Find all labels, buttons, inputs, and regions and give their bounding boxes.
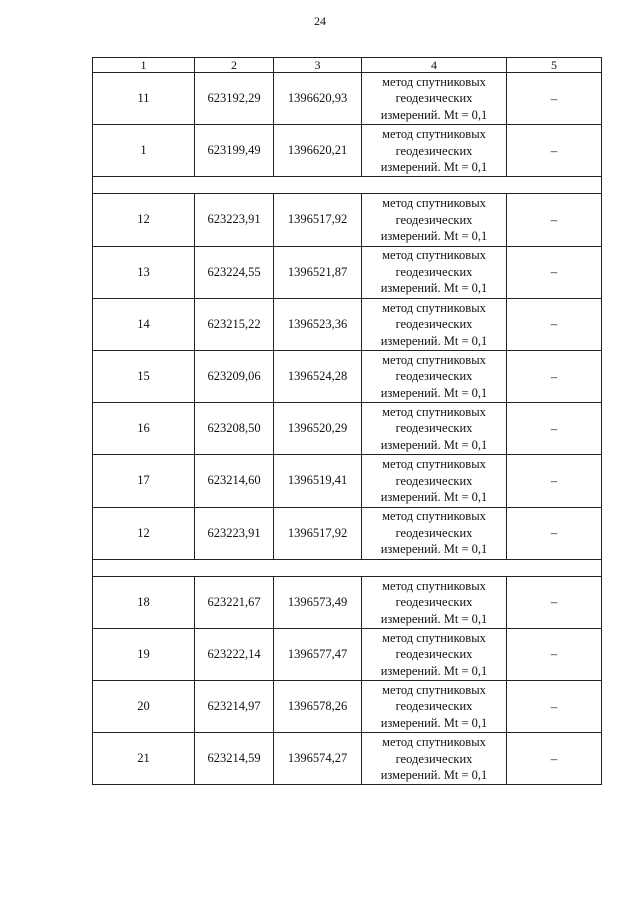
- method-line: метод спутниковых: [382, 196, 486, 211]
- note-cell: –: [507, 507, 602, 559]
- note-cell: –: [507, 403, 602, 455]
- header-col-2: 2: [195, 58, 274, 73]
- method-line: измерений. Mt = 0,1: [380, 490, 488, 505]
- method-line: метод спутниковых: [382, 248, 486, 263]
- table-row: [93, 576, 602, 628]
- table-row: [93, 246, 602, 298]
- method-line: метод спутниковых: [382, 127, 486, 142]
- coordinate-x-cell: 623221,67: [195, 576, 274, 628]
- coordinate-x-cell: 623208,50: [195, 403, 274, 455]
- table-row: [93, 194, 602, 246]
- coordinate-y-cell: 1396517,92: [274, 507, 362, 559]
- point-number-cell: 12: [93, 507, 195, 559]
- coordinate-x-cell: 623222,14: [195, 628, 274, 680]
- coordinate-y-cell: 1396578,26: [274, 681, 362, 733]
- note-cell: –: [507, 733, 602, 785]
- group-separator-row: [93, 177, 602, 194]
- header-col-5: 5: [507, 58, 602, 73]
- point-number-cell: 1: [93, 125, 195, 177]
- method-line: измерений. Mt = 0,1: [380, 281, 488, 296]
- note-cell: –: [507, 73, 602, 125]
- method-line: геодезических: [395, 421, 473, 436]
- note-cell: –: [507, 125, 602, 177]
- coordinate-x-cell: 623199,49: [195, 125, 274, 177]
- coordinate-x-cell: 623224,55: [195, 246, 274, 298]
- coordinate-y-cell: 1396577,47: [274, 628, 362, 680]
- group-separator-cell: [93, 559, 602, 576]
- coordinate-y-cell: 1396517,92: [274, 194, 362, 246]
- method-line: геодезических: [395, 264, 473, 279]
- table-row: [93, 73, 602, 125]
- coordinate-x-cell: 623215,22: [195, 298, 274, 350]
- method-cell: [362, 733, 507, 785]
- method-line: геодезических: [395, 369, 473, 384]
- method-line: метод спутниковых: [382, 404, 486, 419]
- coordinate-x-cell: 623209,06: [195, 350, 274, 402]
- point-number-cell: 14: [93, 298, 195, 350]
- table-row: [93, 628, 602, 680]
- method-cell: [362, 403, 507, 455]
- coordinate-y-cell: 1396519,41: [274, 455, 362, 507]
- method-line: геодезических: [395, 473, 473, 488]
- coordinate-y-cell: 1396520,29: [274, 403, 362, 455]
- point-number-cell: 11: [93, 73, 195, 125]
- method-line: измерений. Mt = 0,1: [380, 768, 488, 783]
- method-line: измерений. Mt = 0,1: [380, 385, 488, 400]
- coordinate-y-cell: 1396523,36: [274, 298, 362, 350]
- table-row: [93, 125, 602, 177]
- coordinate-x-cell: 623214,97: [195, 681, 274, 733]
- method-cell: [362, 350, 507, 402]
- coordinate-y-cell: 1396574,27: [274, 733, 362, 785]
- point-number-cell: 15: [93, 350, 195, 402]
- coordinate-y-cell: 1396620,21: [274, 125, 362, 177]
- point-number-cell: 17: [93, 455, 195, 507]
- coordinate-x-cell: 623214,59: [195, 733, 274, 785]
- group-separator-row: [93, 559, 602, 576]
- header-col-1: 1: [93, 58, 195, 73]
- method-cell: [362, 298, 507, 350]
- method-line: геодезических: [395, 751, 473, 766]
- method-line: измерений. Mt = 0,1: [380, 437, 488, 452]
- point-number-cell: 13: [93, 246, 195, 298]
- note-cell: –: [507, 194, 602, 246]
- method-cell: [362, 125, 507, 177]
- note-cell: –: [507, 455, 602, 507]
- method-line: измерений. Mt = 0,1: [380, 611, 488, 626]
- method-line: геодезических: [395, 91, 473, 106]
- table-row: [93, 403, 602, 455]
- coordinate-y-cell: 1396521,87: [274, 246, 362, 298]
- method-cell: [362, 194, 507, 246]
- method-line: метод спутниковых: [382, 300, 486, 315]
- header-col-4: 4: [362, 58, 507, 73]
- table-row: [93, 681, 602, 733]
- method-cell: [362, 628, 507, 680]
- page-number: 24: [314, 14, 326, 28]
- method-line: геодезических: [395, 212, 473, 227]
- coordinate-y-cell: 1396524,28: [274, 350, 362, 402]
- method-line: измерений. Mt = 0,1: [380, 107, 488, 122]
- note-cell: –: [507, 246, 602, 298]
- method-line: геодезических: [395, 525, 473, 540]
- method-cell: [362, 246, 507, 298]
- note-cell: –: [507, 350, 602, 402]
- coordinate-x-cell: 623214,60: [195, 455, 274, 507]
- method-line: измерений. Mt = 0,1: [380, 160, 488, 175]
- method-cell: [362, 576, 507, 628]
- method-line: метод спутниковых: [382, 630, 486, 645]
- method-line: метод спутниковых: [382, 457, 486, 472]
- method-line: геодезических: [395, 595, 473, 610]
- table-row: [93, 350, 602, 402]
- coordinate-x-cell: 623223,91: [195, 194, 274, 246]
- note-cell: –: [507, 298, 602, 350]
- table-row: [93, 298, 602, 350]
- method-line: измерений. Mt = 0,1: [380, 663, 488, 678]
- method-cell: [362, 681, 507, 733]
- method-cell: [362, 507, 507, 559]
- table-row: [93, 507, 602, 559]
- coordinate-y-cell: 1396573,49: [274, 576, 362, 628]
- method-line: измерений. Mt = 0,1: [380, 715, 488, 730]
- coordinate-x-cell: 623192,29: [195, 73, 274, 125]
- table-body: [93, 73, 602, 785]
- point-number-cell: 12: [93, 194, 195, 246]
- method-line: измерений. Mt = 0,1: [380, 229, 488, 244]
- note-cell: –: [507, 681, 602, 733]
- method-line: метод спутниковых: [382, 352, 486, 367]
- method-line: измерений. Mt = 0,1: [380, 542, 488, 557]
- group-separator-cell: [93, 177, 602, 194]
- method-line: геодезических: [395, 143, 473, 158]
- point-number-cell: 20: [93, 681, 195, 733]
- method-line: метод спутниковых: [382, 735, 486, 750]
- note-cell: –: [507, 628, 602, 680]
- method-line: метод спутниковых: [382, 682, 486, 697]
- point-number-cell: 18: [93, 576, 195, 628]
- method-cell: [362, 73, 507, 125]
- method-line: геодезических: [395, 317, 473, 332]
- point-number-cell: 16: [93, 403, 195, 455]
- method-cell: [362, 455, 507, 507]
- table-row: [93, 733, 602, 785]
- method-line: геодезических: [395, 647, 473, 662]
- table-row: [93, 455, 602, 507]
- coordinate-y-cell: 1396620,93: [274, 73, 362, 125]
- coordinate-x-cell: 623223,91: [195, 507, 274, 559]
- method-line: метод спутниковых: [382, 74, 486, 89]
- method-line: метод спутниковых: [382, 578, 486, 593]
- method-line: измерений. Mt = 0,1: [380, 333, 488, 348]
- table-header-row: [93, 58, 602, 73]
- method-line: метод спутниковых: [382, 509, 486, 524]
- note-cell: –: [507, 576, 602, 628]
- coordinates-table: [92, 57, 602, 785]
- header-col-3: 3: [274, 58, 362, 73]
- method-line: геодезических: [395, 699, 473, 714]
- point-number-cell: 21: [93, 733, 195, 785]
- point-number-cell: 19: [93, 628, 195, 680]
